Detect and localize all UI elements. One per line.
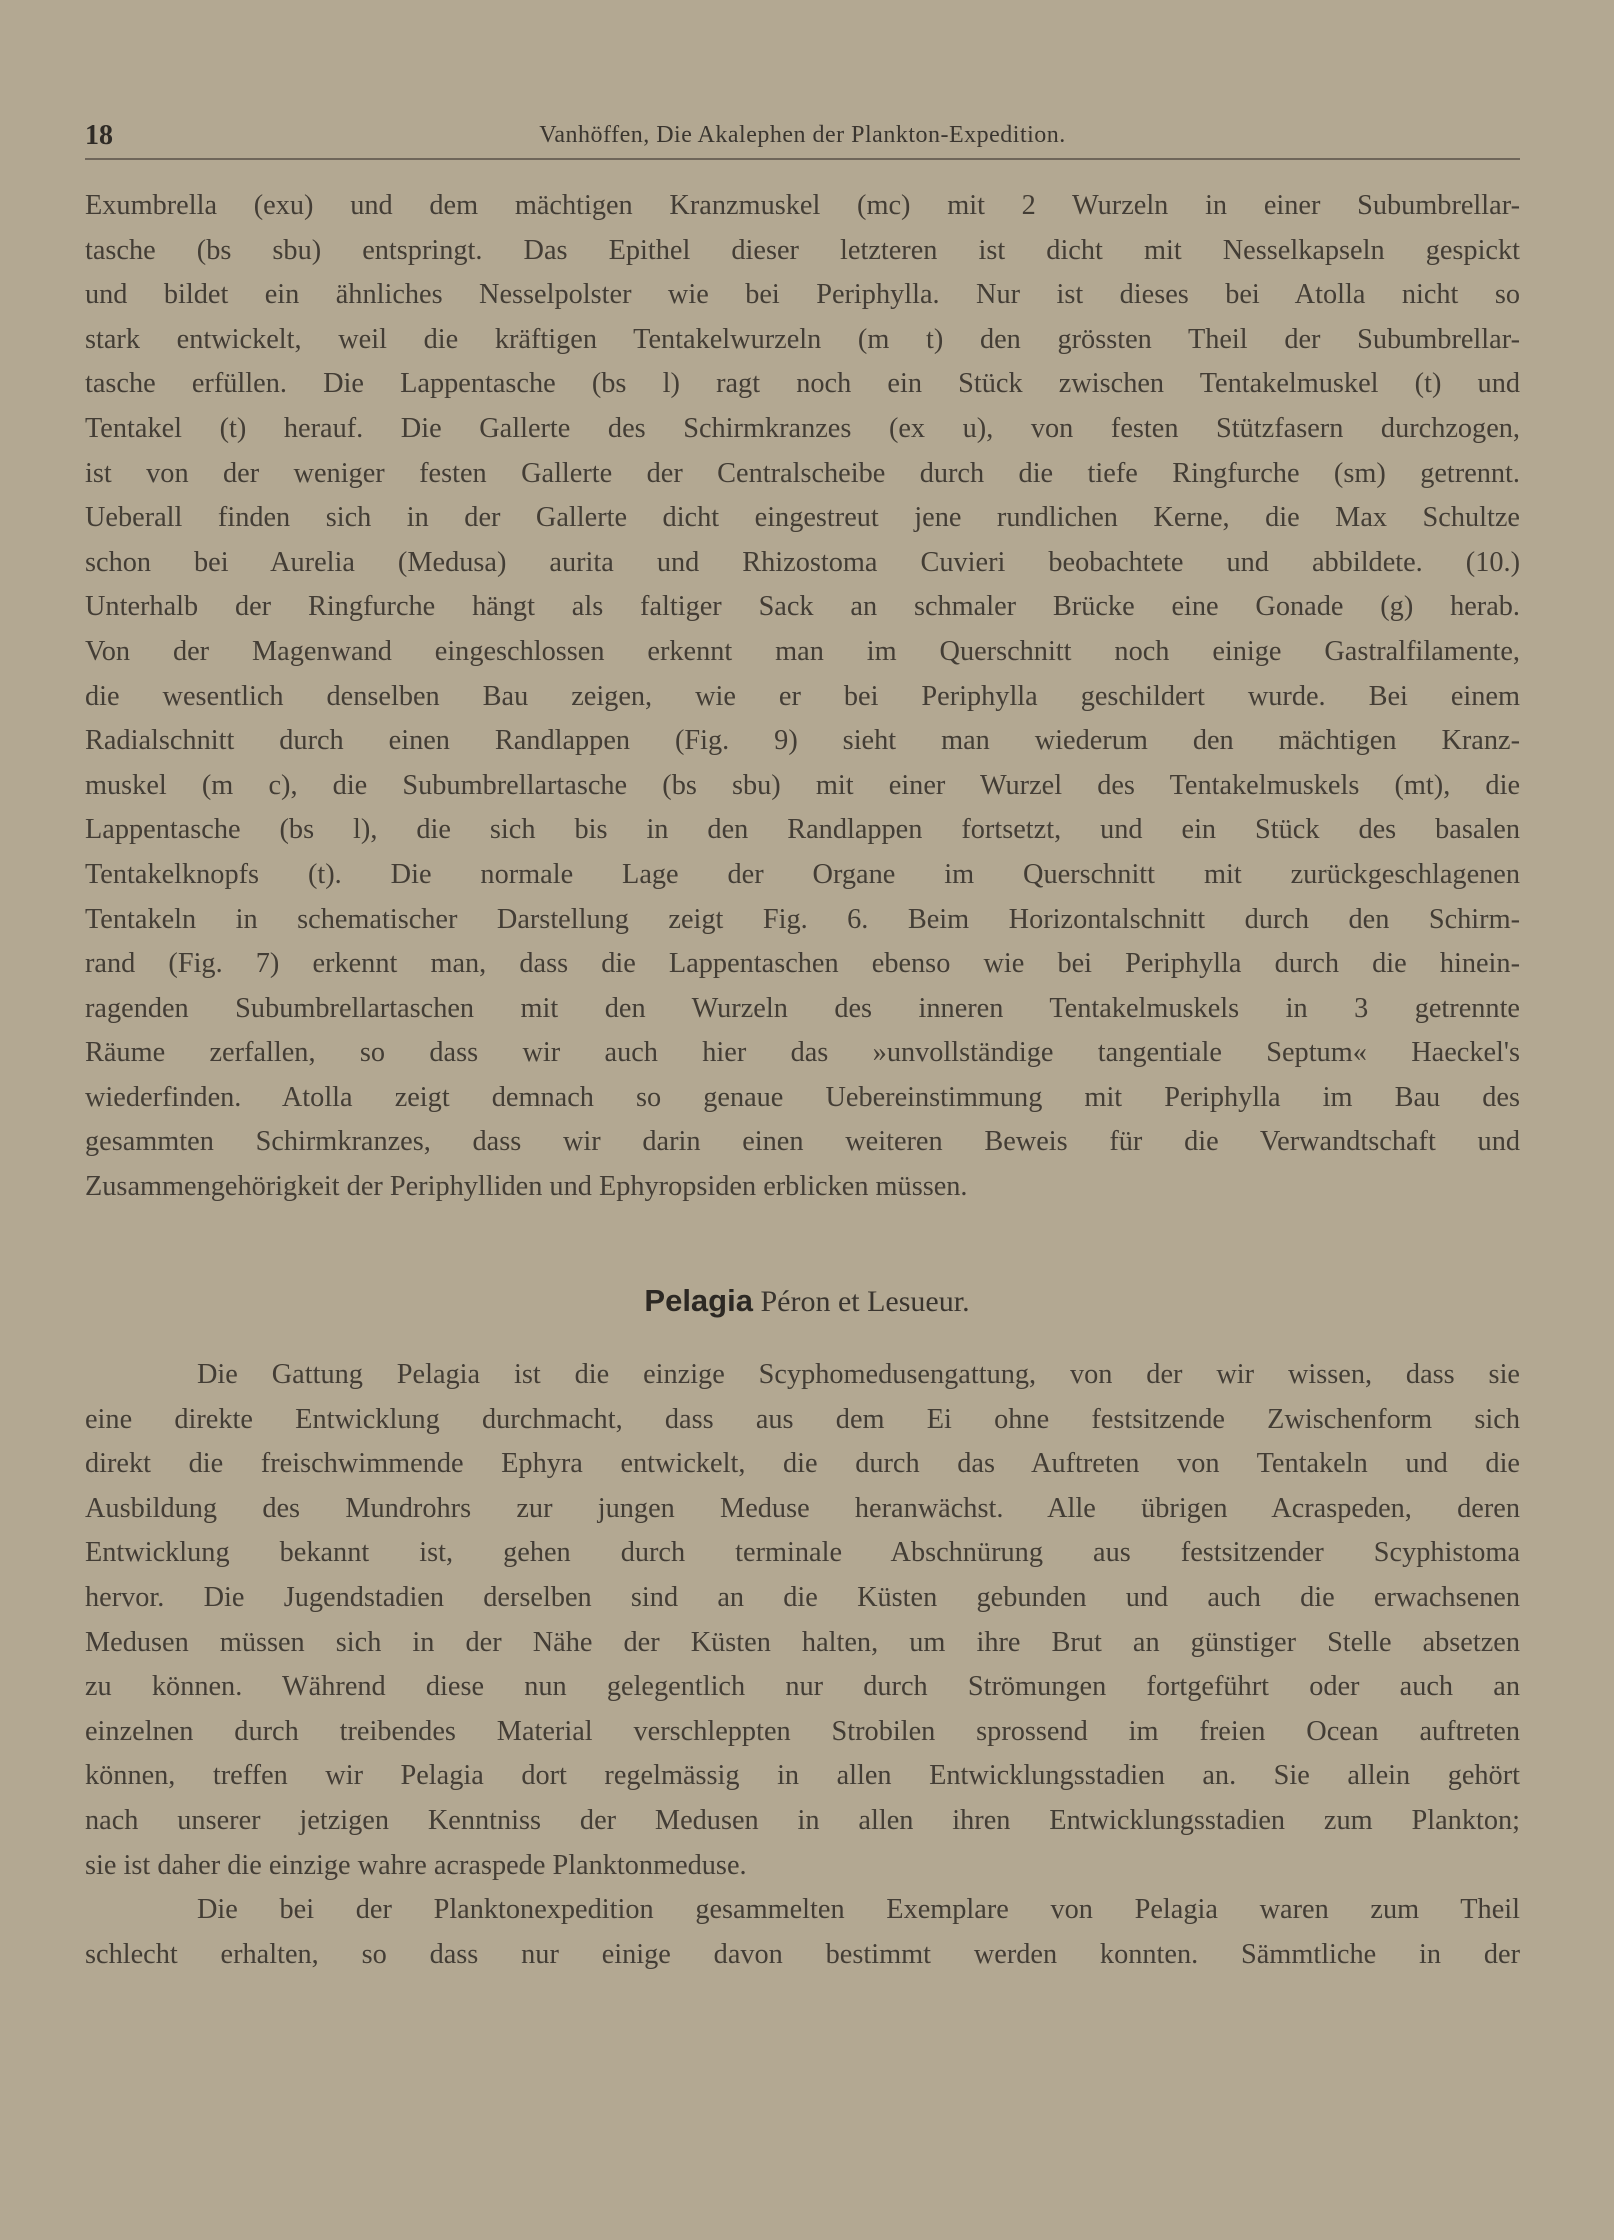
text-line: sie ist daher die einzige wahre acraspede Planktonmeduse. bbox=[85, 1849, 747, 1881]
text-line: schlecht erhalten, so dass nur einige davon bestimmt werden konnten. Sämmtliche in der bbox=[85, 1938, 1520, 1970]
section-heading bbox=[0, 1283, 1614, 1319]
text-line: eine direkte Entwicklung durchmacht, dass aus dem Ei ohne festsitzende Zwischenform sich bbox=[85, 1403, 1520, 1435]
text-line: Radialschnitt durch einen Randlappen (Fig. 9) sieht man wiederum den mächtigen Kranz- bbox=[85, 725, 1520, 757]
text-line: stark entwickelt, weil die kräftigen Tentakelwurzeln (m t) den grössten Theil der Subumbrellar- bbox=[85, 323, 1520, 355]
text-line: gesammten Schirmkranzes, dass wir darin einen weiteren Beweis für die Verwandtschaft und bbox=[85, 1126, 1520, 1158]
section-genus: Pelagia bbox=[644, 1283, 753, 1318]
text-line: Die bei der Planktonexpedition gesammelten Exemplare von Pelagia waren zum Theil bbox=[197, 1894, 1520, 1926]
text-line: schon bei Aurelia (Medusa) aurita und Rhizostoma Cuvieri beobachtete und abbildete. (10.) bbox=[85, 546, 1520, 578]
text-line: Räume zerfallen, so dass wir auch hier das »unvollständige tangentiale Septum« Haeckel's bbox=[85, 1037, 1520, 1069]
text-line: tasche erfüllen. Die Lappentasche (bs l) ragt noch ein Stück zwischen Tentakelmuskel (t) und bbox=[85, 368, 1520, 400]
running-title: Vanhöffen, Die Akalephen der Plankton-Expedition. bbox=[539, 122, 1066, 148]
section-authors: Péron et Lesueur. bbox=[760, 1285, 970, 1318]
text-line: ist von der weniger festen Gallerte der Centralscheibe durch die tiefe Ringfurche (sm) getrennt. bbox=[85, 457, 1520, 489]
text-line: Lappentasche (bs l), die sich bis in den Randlappen fortsetzt, und ein Stück des basalen bbox=[85, 814, 1520, 846]
text-line: tasche (bs sbu) entspringt. Das Epithel dieser letzteren ist dicht mit Nesselkapseln gespickt bbox=[85, 234, 1520, 266]
text-line: Medusen müssen sich in der Nähe der Küsten halten, um ihre Brut an günstiger Stelle absetzen bbox=[85, 1626, 1520, 1658]
paragraph-atolla bbox=[85, 184, 1520, 1210]
text-line: zu können. Während diese nun gelegentlich nur durch Strömungen fortgeführt oder auch an bbox=[85, 1671, 1520, 1703]
text-line: rand (Fig. 7) erkennt man, dass die Lappentaschen ebenso wie bei Periphylla durch die hinein- bbox=[85, 948, 1520, 980]
text-line: Entwicklung bekannt ist, gehen durch terminale Abschnürung aus festsitzender Scyphistoma bbox=[85, 1537, 1520, 1569]
text-line: Unterhalb der Ringfurche hängt als faltiger Sack an schmaler Brücke eine Gonade (g) herab. bbox=[85, 591, 1520, 623]
text-line: Zusammengehörigkeit der Periphylliden und Ephyropsiden erblicken müssen. bbox=[85, 1171, 968, 1203]
paragraph-pelagia bbox=[85, 1353, 1520, 1977]
text-line: Tentakeln in schematischer Darstellung zeigt Fig. 6. Beim Horizontalschnitt durch den Schirm- bbox=[85, 903, 1520, 935]
text-line: Die Gattung Pelagia ist die einzige Scyphomedusengattung, von der wir wissen, dass sie bbox=[197, 1359, 1520, 1390]
text-line: Tentakelknopfs (t). Die normale Lage der Organe im Querschnitt mit zurückgeschlagenen bbox=[85, 858, 1520, 890]
text-line: Ausbildung des Mundrohrs zur jungen Meduse heranwächst. Alle übrigen Acraspeden, deren bbox=[85, 1492, 1520, 1524]
text-line: Exumbrella (exu) und dem mächtigen Kranzmuskel (mc) mit 2 Wurzeln in einer Subumbrellar- bbox=[85, 190, 1520, 221]
text-line: Ueberall finden sich in der Gallerte dicht eingestreut jene rundlichen Kerne, die Max Schultze bbox=[85, 502, 1520, 534]
text-line: wiederfinden. Atolla zeigt demnach so genaue Uebereinstimmung mit Periphylla im Bau des bbox=[85, 1081, 1520, 1113]
text-line: einzelnen durch treibendes Material verschleppten Strobilen sprossend im freien Ocean auftreten bbox=[85, 1715, 1520, 1747]
running-header bbox=[85, 118, 1520, 160]
text-line: direkt die freischwimmende Ephyra entwickelt, die durch das Auftreten von Tentakeln und die bbox=[85, 1448, 1520, 1480]
text-line: Von der Magenwand eingeschlossen erkennt man im Querschnitt noch einige Gastralfilamente, bbox=[85, 635, 1520, 667]
text-line: ragenden Subumbrellartaschen mit den Wurzeln des inneren Tentakelmuskels in 3 getrennte bbox=[85, 992, 1520, 1024]
page-number: 18 bbox=[85, 120, 113, 151]
text-line: Tentakel (t) herauf. Die Gallerte des Schirmkranzes (ex u), von festen Stützfasern durchzogen, bbox=[85, 412, 1520, 444]
text-line: muskel (m c), die Subumbrellartasche (bs sbu) mit einer Wurzel des Tentakelmuskels (mt), die bbox=[85, 769, 1520, 801]
text-line: können, treffen wir Pelagia dort regelmässig in allen Entwicklungsstadien an. Sie allein gehört bbox=[85, 1760, 1520, 1792]
text-line: und bildet ein ähnliches Nesselpolster wie bei Periphylla. Nur ist dieses bei Atolla nicht so bbox=[85, 279, 1520, 311]
text-line: hervor. Die Jugendstadien derselben sind an die Küsten gebunden und auch die erwachsenen bbox=[85, 1581, 1520, 1613]
text-line: nach unserer jetzigen Kenntniss der Medusen in allen ihren Entwicklungsstadien zum Plankton; bbox=[85, 1804, 1520, 1836]
text-line: die wesentlich denselben Bau zeigen, wie er bei Periphylla geschildert wurde. Bei einem bbox=[85, 680, 1520, 712]
